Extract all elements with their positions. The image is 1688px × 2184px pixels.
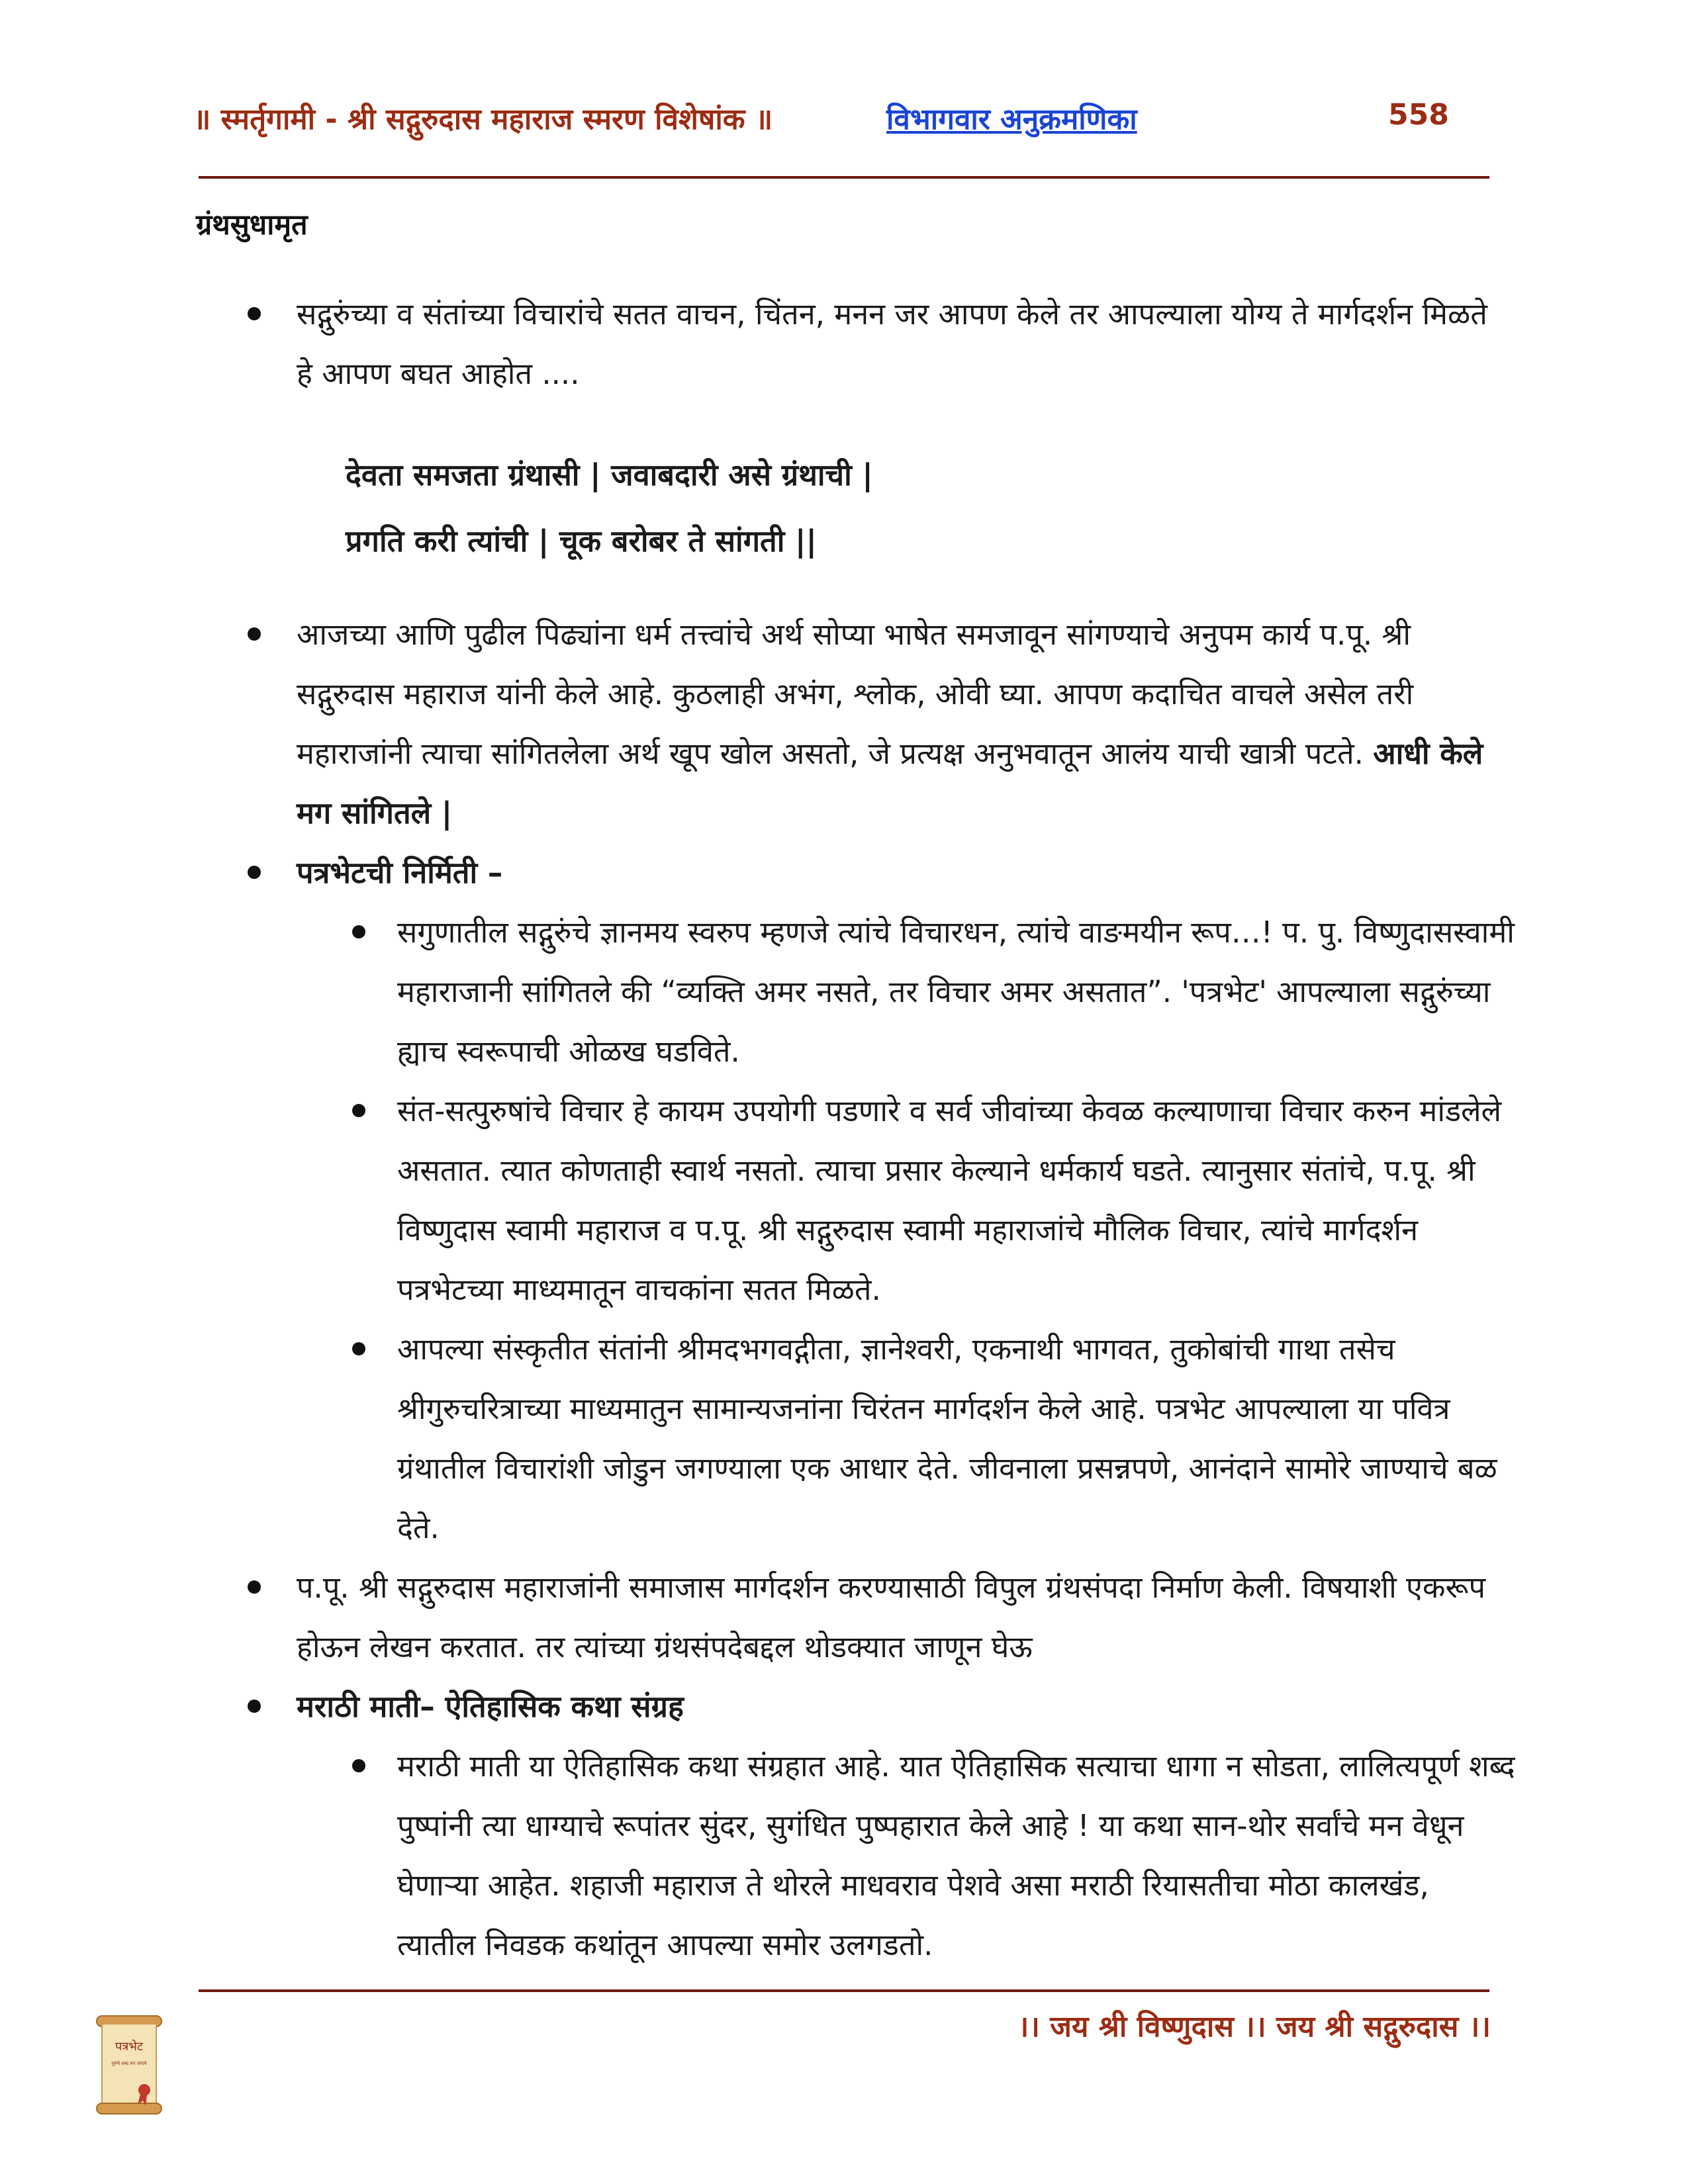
paragraph: प.पू. श्री सद्गुरुदास महाराजांनी समाजास मार्गदर्शन करण्यासाठी विपुल ग्रंथसंपदा निर्माण केली. विषयाशी एकरूप होऊन लेखन करतात. तर त्यांच्या ग्रंथसंपदेबद्दल थोडक्यात जाणून घेऊ xyxy=(297,1570,1486,1664)
list-item xyxy=(297,1677,1508,1737)
bullet-icon xyxy=(248,1700,261,1713)
section-title: ग्रंथसुधामृत xyxy=(196,208,308,242)
bullet-icon xyxy=(248,627,261,641)
patrabhet-scroll-logo xyxy=(93,2012,165,2118)
paragraph: सद्गुरुंच्या व संतांच्या विचारांचे सतत वाचन, चिंतन, मनन जर आपण केले तर आपल्याला योग्य ते मार्गदर्शन मिळते हे आपण बघत आहोत .... xyxy=(297,296,1487,391)
paragraph: आपल्या संस्कृतीत संतांनी श्रीमदभगवद्गीता, ज्ञानेश्वरी, एकनाथी भागवत, तुकोबांची गाथा तसेच श्रीगुरुचरित्राच्या माध्यमातुन सामान्यजनांना चिरंतन मार्गदर्शन केले आहे. पत्रभेट आपल्याला या पवित्र ग्रंथातील विचारांशी जोडुन जगण्याला एक आधार देते. जीवनाला प्रसन्नपणे, आनंदाने सामोरे जाण्याचे बळ देते. xyxy=(397,1332,1497,1545)
bullet-icon xyxy=(352,1759,365,1772)
list-heading: पत्रभेटची निर्मिती – xyxy=(297,855,503,890)
bullet-icon xyxy=(248,866,261,879)
page-number: 558 xyxy=(1388,98,1449,132)
header-divider xyxy=(199,176,1489,179)
paragraph-text: आजच्या आणि पुढील पिढ्यांना धर्म तत्त्वांचे अर्थ सोप्या भाषेत समजावून सांगण्याचे अनुपम कार्य प.पू. श्री सद्गुरुदास महाराज यांनी केले आहे. कुठलाही अभंग, श्लोक, ओवी घ्या. आपण कदाचित वाचले असेल तरी महाराजांनी त्याचा सांगितलेला अर्थ खूप खोल असतो, जे प्रत्यक्ष अनुभवातून आलंय याची खात्री पटते. xyxy=(297,617,1414,771)
bullet-icon xyxy=(248,1580,261,1594)
bold-quote: आधी केले मग सांगितले | xyxy=(297,736,1483,831)
article-body xyxy=(0,285,1688,1975)
list-heading: मराठी माती– ऐतिहासिक कथा संग्रह xyxy=(297,1689,684,1724)
paragraph: सगुणातील सद्गुरुंचे ज्ञानमय स्वरुप म्हणजे त्यांचे विचारधन, त्यांचे वाङमयीन रूप…! प. पु. विष्णुदासस्वामी महाराजानी सांगितले की “व्यक्ति अमर नसते, तर विचार अमर असतात”. 'पत्रभेट' आपल्याला सद्गुरुंच्या ह्याच स्वरूपाची ओळख घडविते. xyxy=(397,915,1515,1069)
verse-line: प्रगति करी त्यांची | चूक बरोबर ते सांगती || xyxy=(346,523,817,559)
verse-line: देवता समजता ग्रंथासी | जवाबदारी असे ग्रंथाची | xyxy=(346,457,873,492)
bullet-icon xyxy=(352,1104,365,1117)
verse-block xyxy=(0,442,1688,574)
bullet-icon xyxy=(248,307,261,320)
sub-list-item xyxy=(397,1320,1516,1558)
paragraph: संत-सत्पुरुषांचे विचार हे कायम उपयोगी पडणारे व सर्व जीवांच्या केवळ कल्याणाचा विचार करुन मांडलेले असतात. त्यात कोणताही स्वार्थ नसतो. त्याचा प्रसार केल्याने धर्मकार्य घडते. त्यानुसार संतांचे, प.पू. श्री विष्णुदास स्वामी महाराज व प.पू. श्री सद्गुरुदास स्वामी महाराजांचे मौलिक विचार, त्यांचे मार्गदर्शन पत्रभेटच्या माध्यमातून वाचकांना सतत मिळते. xyxy=(397,1093,1502,1307)
sub-list-item xyxy=(397,1737,1516,1975)
section-index-link[interactable]: विभागवार अनुक्रमणिका xyxy=(886,103,1137,136)
list-item xyxy=(297,285,1508,404)
bullet-icon xyxy=(352,1342,365,1355)
list-item xyxy=(297,1558,1508,1677)
footer-divider xyxy=(199,1989,1489,1992)
sub-list-item xyxy=(397,1081,1516,1320)
magazine-title: ॥ स्मर्तृगामी - श्री सद्गुरुदास महाराज स्मरण विशेषांक ॥ xyxy=(193,103,773,136)
bullet-icon xyxy=(352,925,365,938)
footer-text: ।। जय श्री विष्णुदास ।। जय श्री सद्गुरुदास ।। xyxy=(1017,2010,1491,2044)
paragraph xyxy=(297,605,1508,843)
page-header xyxy=(193,98,1491,151)
logo-tagline: गुरुंचे शब्द मन जपावे xyxy=(111,2061,147,2066)
list-item xyxy=(297,605,1508,843)
logo-title: पत्रभेट xyxy=(115,2040,143,2054)
paragraph: मराठी माती या ऐतिहासिक कथा संग्रहात आहे. यात ऐतिहासिक सत्याचा धागा न सोडता, लालित्यपूर्ण शब्द पुष्पांनी त्या धाग्याचे रूपांतर सुंदर, सुगंधित पुष्पहारात केले आहे ! या कथा सान-थोर सर्वांचे मन वेधून घेणाऱ्या आहेत. शहाजी महाराज ते थोरले माधवराव पेशवे असा मराठी रियासतीचा मोठा कालखंड, त्यातील निवडक कथांतून आपल्या समोर उलगडतो. xyxy=(397,1749,1515,1962)
list-item xyxy=(297,843,1508,903)
sub-list-item xyxy=(397,903,1516,1081)
